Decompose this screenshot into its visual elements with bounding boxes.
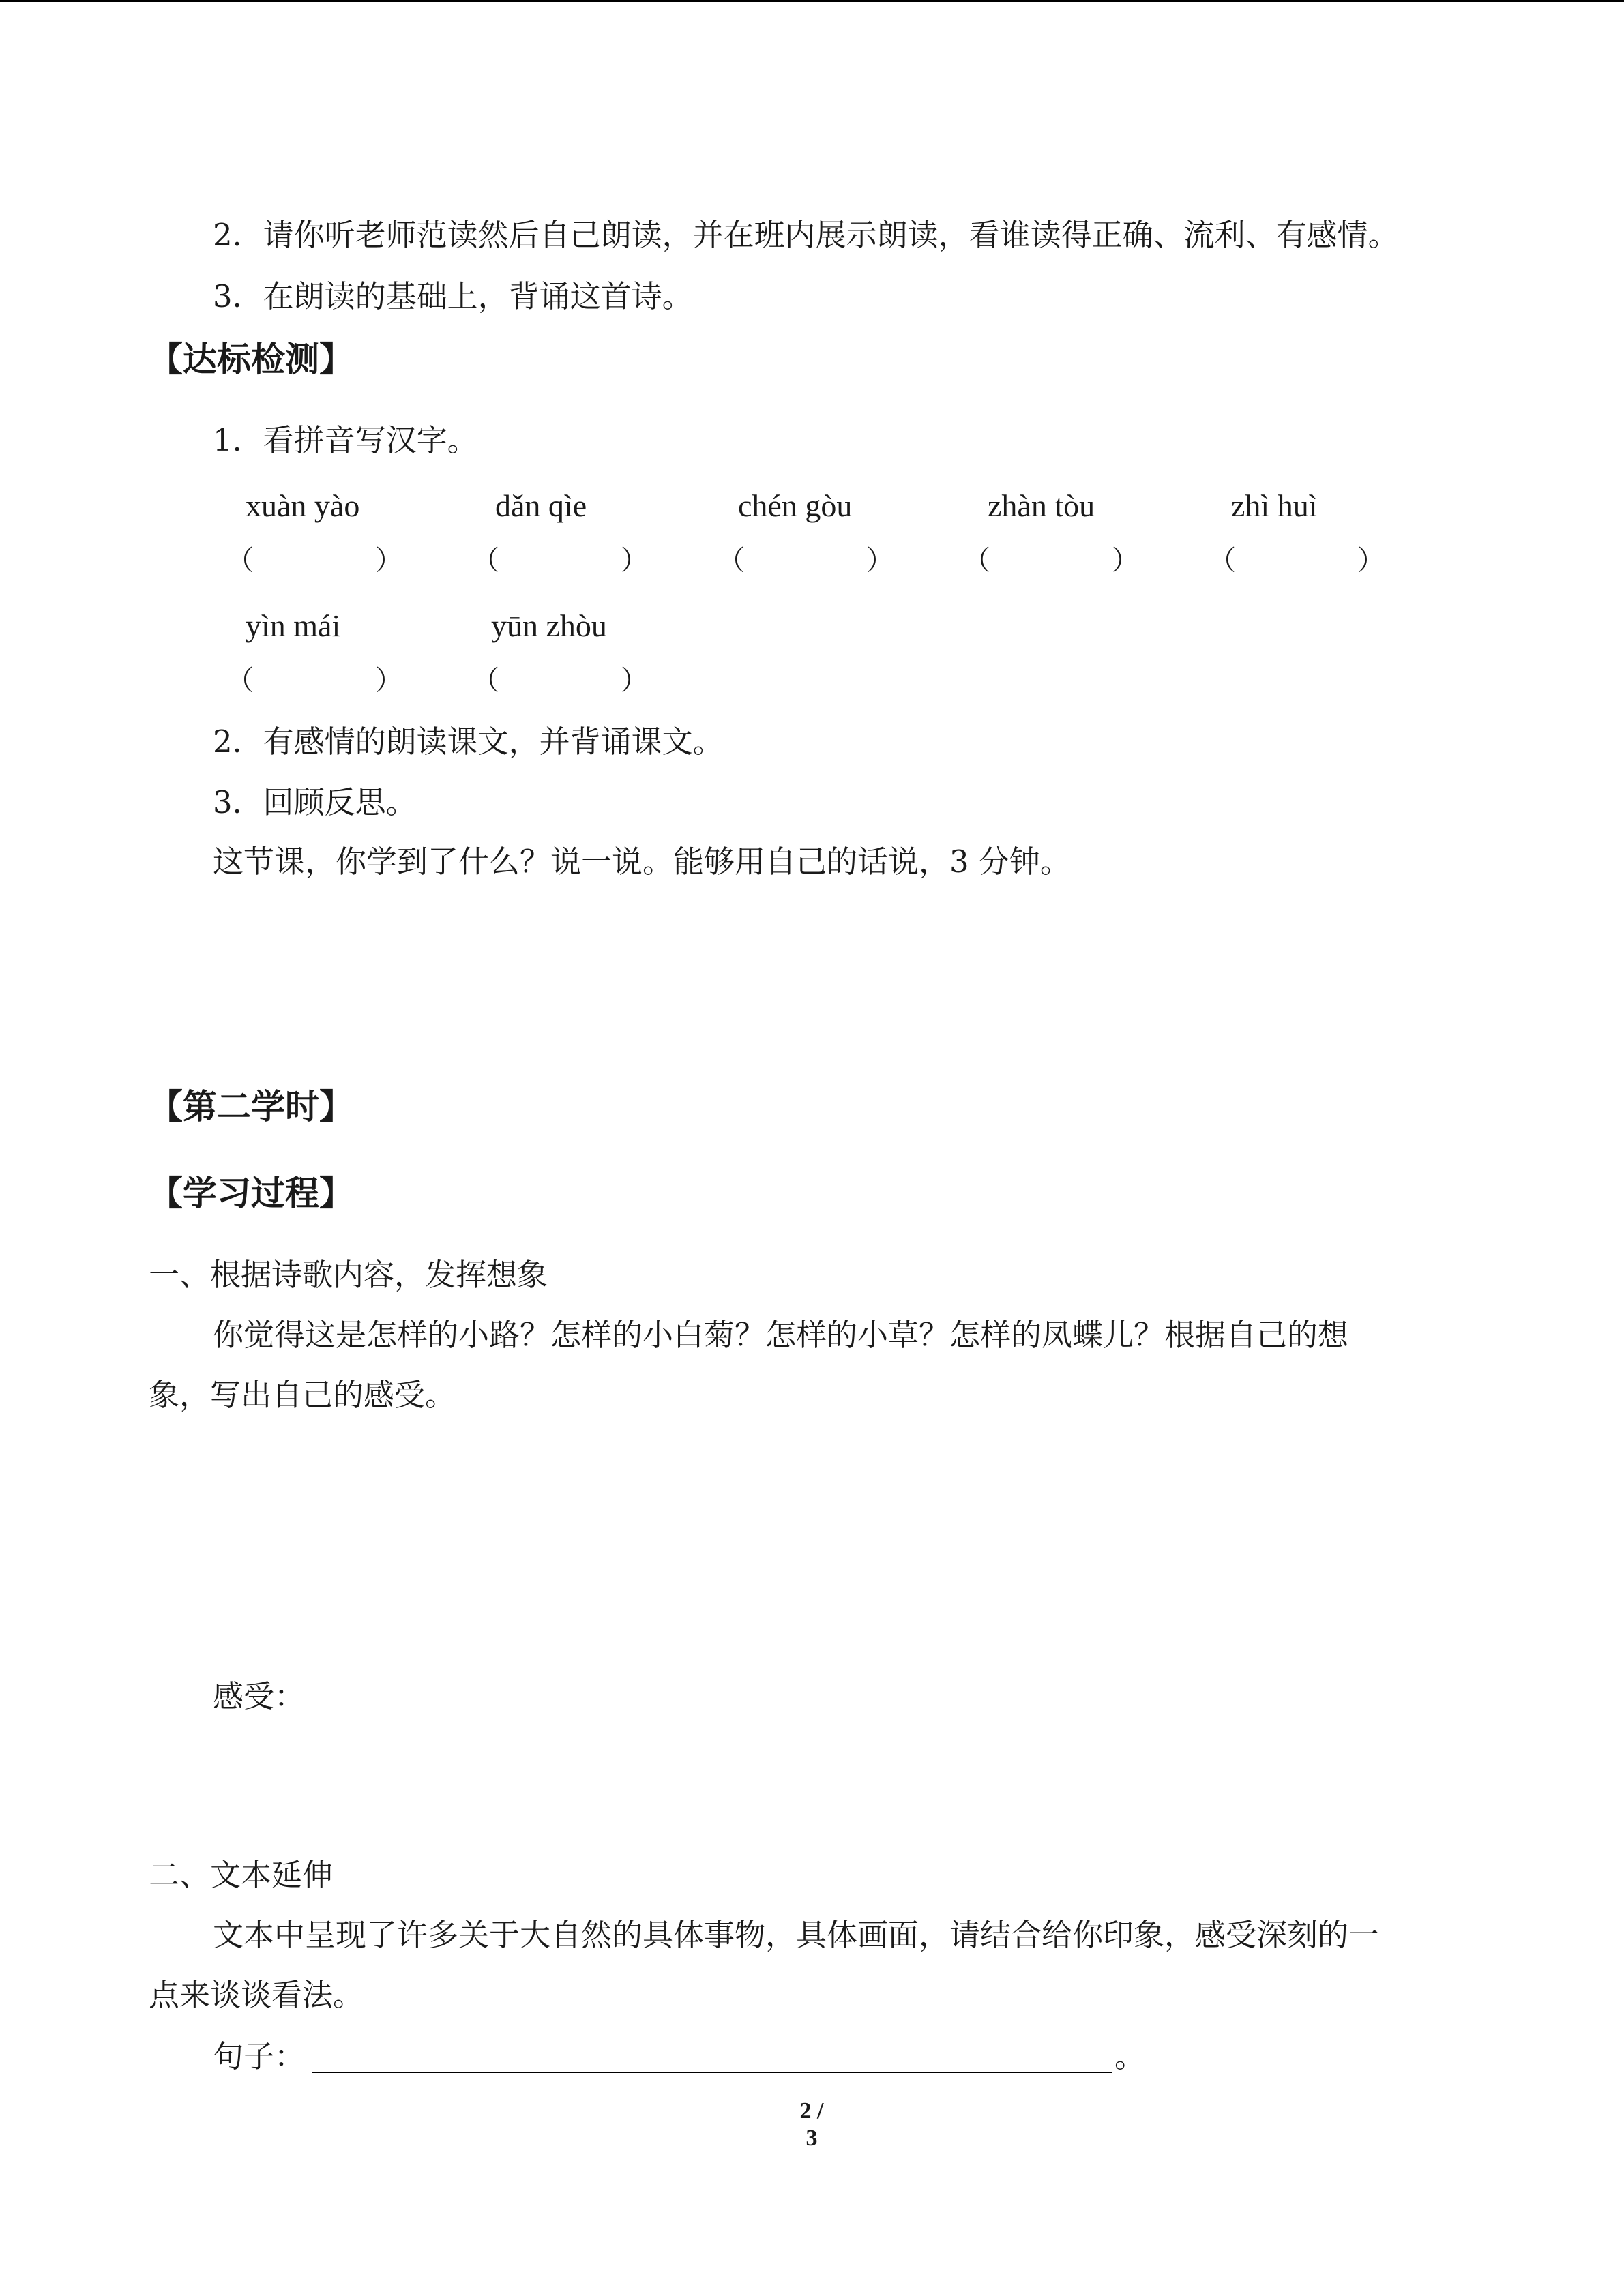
answer-blank-close: ） bbox=[621, 665, 648, 696]
answer-blank-close: ） bbox=[375, 545, 402, 576]
section2-title: 二、文本延伸 bbox=[149, 1857, 334, 1893]
answer-blank-open: （ bbox=[226, 665, 254, 696]
answer-blank-close: ） bbox=[621, 545, 648, 576]
answer-blank-close: ） bbox=[375, 665, 402, 696]
section2-text-line2: 点来谈谈看法。 bbox=[149, 1977, 364, 2013]
answer-blank-open: （ bbox=[1209, 545, 1236, 576]
feeling-label: 感受： bbox=[213, 1678, 306, 1714]
pinyin-6: yìn mái bbox=[246, 608, 341, 643]
section2-text-line1: 文本中呈现了许多关于大自然的具体事物，具体画面，请结合给你印象，感受深刻的一 bbox=[213, 1917, 1380, 1953]
pinyin-7: yūn zhòu bbox=[491, 608, 607, 643]
section1-text-line2: 象，写出自己的感受。 bbox=[149, 1377, 456, 1413]
assessment-q2: 2．有感情的朗读课文，并背诵课文。 bbox=[213, 724, 724, 760]
pinyin-1: xuàn yào bbox=[246, 488, 360, 523]
answer-blank-close: ） bbox=[866, 545, 894, 576]
sentence-blank-line[interactable] bbox=[312, 2072, 1112, 2073]
answer-blank-open: （ bbox=[226, 545, 254, 576]
item-2: 2．请你听老师范读然后自己朗读，并在班内展示朗读，看谁读得正确、流利、有感情。 bbox=[213, 217, 1399, 253]
pinyin-2: dǎn qìe bbox=[495, 488, 587, 523]
assessment-q1: 1．看拼音写汉字。 bbox=[213, 422, 478, 458]
item-3: 3．在朗读的基础上，背诵这首诗。 bbox=[213, 278, 693, 314]
pinyin-3: chén gòu bbox=[738, 488, 853, 523]
pinyin-5: zhì huì bbox=[1231, 488, 1318, 523]
answer-blank-open: （ bbox=[472, 665, 499, 696]
sentence-end: 。 bbox=[1114, 2038, 1146, 2074]
process-heading: 【学习过程】 bbox=[149, 1173, 353, 1213]
section1-title: 一、根据诗歌内容，发挥想象 bbox=[149, 1257, 548, 1293]
assessment-q3: 3．回顾反思。 bbox=[213, 784, 417, 820]
sentence-label: 句子： bbox=[213, 2038, 306, 2074]
answer-blank-open: （ bbox=[963, 545, 990, 576]
assessment-heading: 【达标检测】 bbox=[149, 339, 353, 379]
section1-text-line1: 你觉得这是怎样的小路？怎样的小白菊？怎样的小草？怎样的凤蝶儿？根据自己的想 bbox=[213, 1317, 1349, 1353]
page-number: 2 / 3 bbox=[799, 2098, 824, 2151]
answer-blank-close: ） bbox=[1357, 545, 1385, 576]
pinyin-4: zhàn tòu bbox=[988, 488, 1095, 523]
answer-blank-close: ） bbox=[1112, 545, 1139, 576]
answer-blank-open: （ bbox=[718, 545, 745, 576]
top-border bbox=[0, 0, 1624, 2]
answer-blank-open: （ bbox=[472, 545, 499, 576]
lesson2-heading: 【第二学时】 bbox=[149, 1086, 353, 1127]
assessment-q3-text: 这节课，你学到了什么？说一说。能够用自己的话说，3 分钟。 bbox=[213, 844, 1071, 880]
